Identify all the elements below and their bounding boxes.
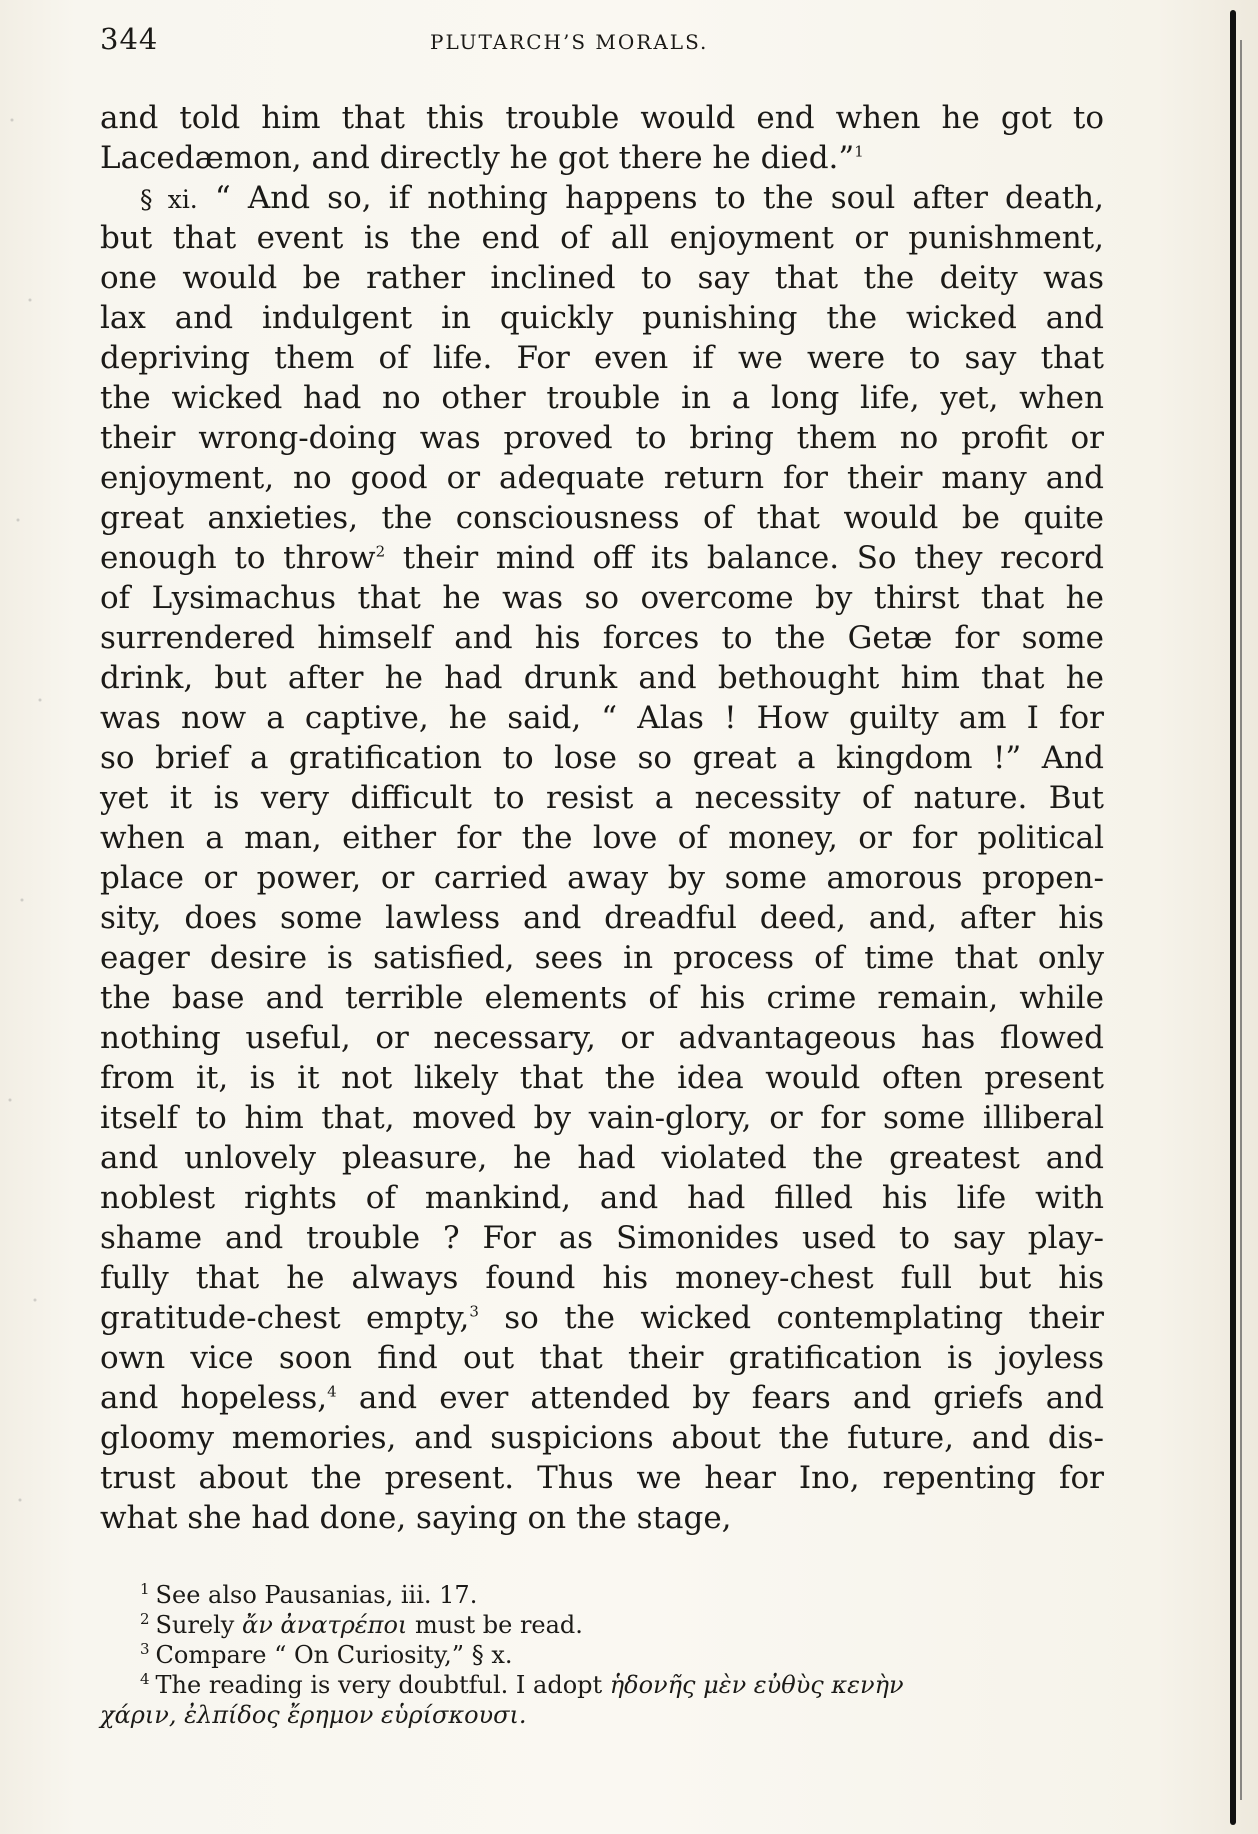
- footnote-number: 2: [140, 1610, 150, 1628]
- binding-edge: [1230, 10, 1236, 1825]
- text-line: [100, 138, 1104, 178]
- line-segment: surrendered himself and his forces to the Getæ for some: [100, 620, 1104, 656]
- text-line: [100, 1298, 1104, 1338]
- page-header: [100, 22, 1100, 72]
- text-line: [100, 1178, 1104, 1218]
- line-segment: Lacedæmon, and directly he got there he died.”: [100, 140, 855, 176]
- text-line: [100, 338, 1104, 378]
- text-line: [100, 1458, 1104, 1498]
- footnote-ref: 4: [327, 1382, 337, 1401]
- line-segment: shame and trouble ? For as Simonides used to say play-: [100, 1220, 1104, 1256]
- line-segment: and ever attended by fears and griefs and: [336, 1380, 1104, 1416]
- text-line: [100, 298, 1104, 338]
- section-number: § xi.: [140, 185, 198, 214]
- line-segment: lax and indulgent in quickly punishing the wicked and: [100, 300, 1104, 336]
- footnote-text: The reading is very doubtful. I adopt: [155, 1671, 610, 1699]
- text-line: [100, 458, 1104, 498]
- footnote-ref: 3: [469, 1302, 479, 1321]
- greek-text: χάριν, ἐλπίδος ἔρημον εὑρίσκουσι.: [100, 1701, 527, 1729]
- text-line: [100, 258, 1104, 298]
- line-segment: so brief a gratification to lose so great a kingdom !” And: [100, 740, 1104, 776]
- line-segment: and unlovely pleasure, he had violated the greatest and: [100, 1140, 1104, 1176]
- line-segment: yet it is very difficult to resist a necessity of nature. But: [100, 780, 1104, 816]
- footnote-text: must be read.: [407, 1611, 583, 1639]
- text-line: [100, 858, 1104, 898]
- line-segment: noblest rights of mankind, and had filled his life with: [100, 1180, 1104, 1216]
- line-segment: itself to him that, moved by vain-glory, or for some illiberal: [100, 1100, 1104, 1136]
- text-line: [100, 1058, 1104, 1098]
- line-segment: eager desire is satisfied, sees in process of time that only: [100, 940, 1104, 976]
- text-line: [100, 618, 1104, 658]
- greek-text: ἄν ἀνατρέποι: [241, 1611, 408, 1639]
- binding-edge-shadow: [1240, 40, 1242, 1800]
- line-segment: was now a captive, he said, “ Alas ! How guilty am I for: [100, 700, 1104, 736]
- footnote-text: Surely: [155, 1611, 242, 1639]
- line-segment: but that event is the end of all enjoyment or punishment,: [100, 220, 1104, 256]
- line-segment: place or power, or carried away by some amorous propen-: [100, 860, 1104, 896]
- line-segment: nothing useful, or necessary, or advantageous has flowed: [100, 1020, 1104, 1056]
- footnote-number: 3: [140, 1640, 150, 1658]
- page-edge-speckle: [0, 0, 60, 1834]
- line-segment: the wicked had no other trouble in a long life, yet, when: [100, 380, 1104, 416]
- body-text: [100, 98, 1104, 1538]
- text-line: [100, 218, 1104, 258]
- line-segment: from it, is it not likely that the idea would often present: [100, 1060, 1104, 1096]
- text-line: [100, 578, 1104, 618]
- text-line: [100, 778, 1104, 818]
- line-segment: of Lysimachus that he was so overcome by thirst that he: [100, 580, 1104, 616]
- footnote-number: 4: [140, 1670, 150, 1688]
- line-segment: enough to throw: [100, 540, 376, 576]
- line-segment: one would be rather inclined to say that the deity was: [100, 260, 1104, 296]
- line-segment: “ And so, if nothing happens to the soul after death,: [214, 180, 1104, 216]
- footnote: [100, 1700, 1104, 1730]
- greek-text: ἡδονῆς μὲν εὐθὺς κενὴν: [609, 1671, 904, 1699]
- text-line: [100, 938, 1104, 978]
- line-segment: when a man, either for the love of money, or for political: [100, 820, 1104, 856]
- line-segment: their mind off its balance. So they record: [385, 540, 1104, 576]
- line-segment: and told him that this trouble would end when he got to: [100, 100, 1104, 136]
- footnote-number: 1: [140, 1580, 150, 1598]
- footnotes: [100, 1580, 1104, 1730]
- line-segment: the base and terrible elements of his crime remain, while: [100, 980, 1104, 1016]
- line-segment: their wrong-doing was proved to bring them no profit or: [100, 420, 1104, 456]
- line-segment: and hopeless,: [100, 1380, 328, 1416]
- line-segment: trust about the present. Thus we hear Ino, repenting for: [100, 1460, 1104, 1496]
- line-segment: fully that he always found his money-chest full but his: [100, 1260, 1104, 1296]
- text-line: [100, 1498, 1104, 1538]
- text-line: [100, 418, 1104, 458]
- text-line: [100, 738, 1104, 778]
- text-line: [100, 1418, 1104, 1458]
- line-segment: gloomy memories, and suspicions about the future, and dis-: [100, 1420, 1104, 1456]
- line-segment: drink, but after he had drunk and bethought him that he: [100, 660, 1104, 696]
- line-segment: own vice soon find out that their gratification is joyless: [100, 1340, 1104, 1376]
- footnote-ref: 2: [375, 542, 386, 561]
- text-line: [100, 818, 1104, 858]
- line-segment: sity, does some lawless and dreadful deed, and, after his: [100, 900, 1104, 936]
- footnote-text: See also Pausanias, iii. 17.: [155, 1581, 478, 1609]
- text-line: [100, 658, 1104, 698]
- footnote-ref: 1: [854, 142, 864, 161]
- text-line: [100, 1138, 1104, 1178]
- footnote: [100, 1580, 1104, 1610]
- line-segment: great anxieties, the consciousness of that would be quite: [100, 500, 1104, 536]
- text-line: [100, 538, 1104, 578]
- footnote-text: Compare “ On Curiosity,” § x.: [155, 1641, 513, 1669]
- text-line: [100, 1258, 1104, 1298]
- line-segment: so the wicked contemplating their: [478, 1300, 1105, 1336]
- text-line: [100, 1018, 1104, 1058]
- text-line: [100, 1098, 1104, 1138]
- text-line: [100, 1338, 1104, 1378]
- text-line: [100, 1218, 1104, 1258]
- page-number: 344: [100, 22, 159, 56]
- footnote: [100, 1670, 1104, 1700]
- footnote: [100, 1610, 1104, 1640]
- line-segment: enjoyment, no good or adequate return for their many and: [100, 460, 1104, 496]
- text-line: [100, 898, 1104, 938]
- running-head: PLUTARCH’S MORALS.: [430, 30, 709, 54]
- text-line: [100, 978, 1104, 1018]
- text-line: [100, 498, 1104, 538]
- line-segment: depriving them of life. For even if we were to say that: [100, 340, 1104, 376]
- footnote: [100, 1640, 1104, 1670]
- text-line: [100, 1378, 1104, 1418]
- line-segment: what she had done, saying on the stage,: [100, 1500, 732, 1536]
- text-line: [100, 698, 1104, 738]
- text-line: [100, 98, 1104, 138]
- text-line: [100, 178, 1104, 218]
- text-line: [100, 378, 1104, 418]
- line-segment: gratitude-chest empty,: [100, 1300, 470, 1336]
